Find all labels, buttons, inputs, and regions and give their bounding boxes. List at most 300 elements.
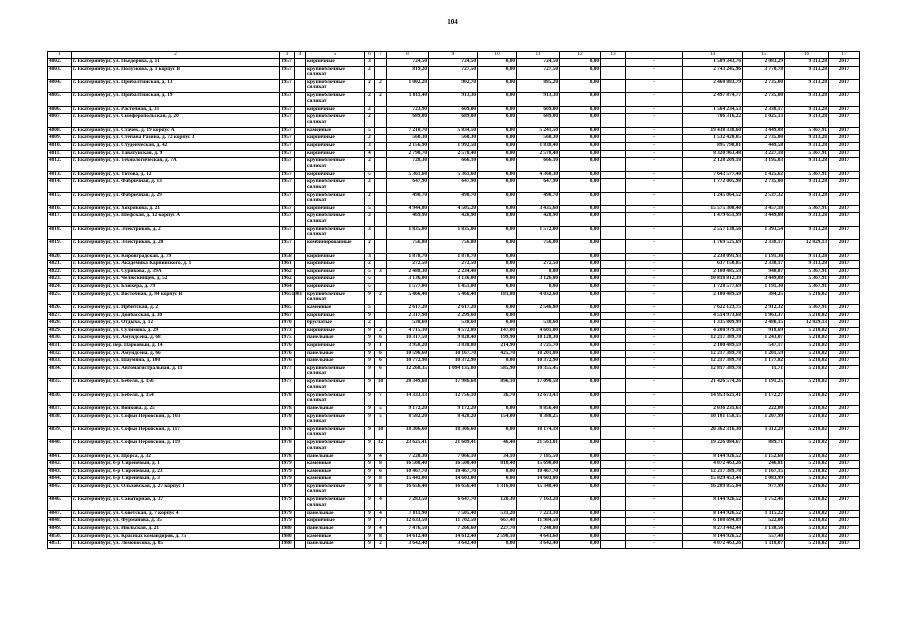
living-area: 5 466,40 <box>429 291 478 304</box>
living-area: 10 167,70 <box>429 350 478 358</box>
address: г. Екатеринбург, ул. Фабричная, д. 13 <box>72 179 280 192</box>
private-area: 4 360,30 <box>517 171 560 179</box>
table-row <box>48 114 860 127</box>
max-cost-per-sqm: 9 313,28 <box>785 142 829 150</box>
repair-year: 2017 <box>829 426 860 439</box>
cost-per-sqm: 3 457,18 <box>743 205 785 213</box>
col-14: - <box>626 150 683 158</box>
municipal-area: 0,00 <box>560 468 601 476</box>
wall-material-label: крупноблочные силикат <box>307 439 345 451</box>
column-number-4: 4 <box>295 52 306 59</box>
col-14: - <box>626 405 683 413</box>
floors: 2 <box>365 106 375 114</box>
municipal-area: 0,00 <box>560 379 601 392</box>
wall-material <box>306 413 365 426</box>
private-area: 2 546,80 <box>517 305 560 313</box>
table-row <box>48 342 860 350</box>
col-4 <box>295 158 306 171</box>
build-year: 1957 <box>280 106 295 114</box>
nonresidential-area: 36,70 <box>478 392 517 405</box>
nonresidential-area: 2 590,10 <box>478 533 517 541</box>
max-cost-per-sqm: 5 218,02 <box>785 541 829 549</box>
living-area: 669,00 <box>429 106 478 114</box>
total-area: 10 317,50 <box>387 335 429 343</box>
repair-year: 2017 <box>829 497 860 510</box>
wall-material <box>306 158 365 171</box>
living-area: 9 172,20 <box>429 405 478 413</box>
wall-material: кирпичные <box>306 142 365 150</box>
cost-per-sqm: 1 118,07 <box>743 541 785 549</box>
max-cost-per-sqm: 9 313,28 <box>785 179 829 192</box>
nonresidential-area: 0,00 <box>478 127 517 135</box>
repair-year: 2017 <box>829 276 860 284</box>
total-area: 10 467,70 <box>387 468 429 476</box>
repair-year: 2017 <box>829 312 860 320</box>
floors: 2 <box>365 114 375 127</box>
private-area: 885,20 <box>517 79 560 92</box>
repair-cost: 21 426 574,26 <box>683 379 743 392</box>
col-4 <box>295 276 306 284</box>
wall-material-label: крупноблочные силикат <box>307 157 345 169</box>
living-area: 14 612,40 <box>429 533 478 541</box>
living-area: 2 234,40 <box>429 268 478 276</box>
col-13 <box>601 205 626 213</box>
wall-material: панельные <box>306 335 365 343</box>
repair-year: 2017 <box>829 320 860 328</box>
cost-per-sqm: 3 227,18 <box>743 150 785 158</box>
build-year: 1961 <box>280 261 295 269</box>
municipal-area: 0,00 <box>560 405 601 413</box>
col-13 <box>601 312 626 320</box>
municipal-area: 0,00 <box>560 192 601 205</box>
floors: 9 <box>365 526 375 534</box>
row-id: 4803. <box>48 66 72 79</box>
col-4 <box>295 510 306 518</box>
municipal-area: 0,00 <box>560 284 601 292</box>
wall-material <box>306 192 365 205</box>
wall-material-label: крупноблочные силикат <box>307 391 345 403</box>
municipal-area: 0,00 <box>560 93 601 106</box>
entrances <box>375 226 387 239</box>
living-area: 8 428,20 <box>429 413 478 426</box>
max-cost-per-sqm: 5 218,02 <box>785 350 829 358</box>
build-year: 1976 <box>280 342 295 350</box>
row-id: 4850. <box>48 533 72 541</box>
living-area: 724,50 <box>429 59 478 67</box>
private-area: 0,00 <box>517 284 560 292</box>
living-area: 10 467,70 <box>429 468 478 476</box>
nonresidential-area: 199,90 <box>478 335 517 343</box>
nonresidential-area: 0,00 <box>478 158 517 171</box>
nonresidential-area: 0,00 <box>478 114 517 127</box>
cost-per-sqm: 1 393,54 <box>743 226 785 239</box>
entrances <box>375 66 387 79</box>
col-4 <box>295 476 306 484</box>
max-cost-per-sqm: 5 218,02 <box>785 497 829 510</box>
column-number-3: 3 <box>280 52 295 59</box>
floors: 9 <box>365 335 375 343</box>
total-area: 16 500,40 <box>387 461 429 469</box>
cost-per-sqm: 918,69 <box>743 327 785 335</box>
address: г. Екатеринбург, ул. Фурманова, д. 35 <box>72 518 280 526</box>
col-4 <box>295 320 306 328</box>
living-area: 5 834,50 <box>429 127 478 135</box>
col-4 <box>295 533 306 541</box>
table-row <box>48 66 860 79</box>
nonresidential-area: 214,90 <box>478 342 517 350</box>
private-area: 14 603,00 <box>517 476 560 484</box>
col-14: - <box>626 497 683 510</box>
private-area: 4 643,60 <box>517 533 560 541</box>
wall-material-label: крупноблочные силикат <box>307 290 345 303</box>
wall-material <box>306 66 365 79</box>
floors: 9 <box>365 461 375 469</box>
wall-material: кирпичные <box>306 327 365 335</box>
col-4 <box>295 518 306 526</box>
nonresidential-area: 147,00 <box>478 327 517 335</box>
address: г. Екатеринбург, ул. Пьедорова, д. 11 <box>72 59 280 67</box>
private-area: 1 838,40 <box>517 142 560 150</box>
municipal-area: 0,00 <box>560 268 601 276</box>
cost-per-sqm: 1 115,22 <box>743 510 785 518</box>
address: г. Екатеринбург, ул. Сурикова, д. 39А <box>72 268 280 276</box>
municipal-area: 0,00 <box>560 106 601 114</box>
address: г. Екатеринбург, ул. Прибалтийская, д. 19 <box>72 93 280 106</box>
build-year: 1957 <box>280 240 295 253</box>
living-area: 490,70 <box>429 192 478 205</box>
living-area: 913,30 <box>429 93 478 106</box>
repair-cost: 19 438 338,60 <box>683 127 743 135</box>
col-14: - <box>626 79 683 92</box>
total-area: 490,70 <box>387 192 429 205</box>
col-13 <box>601 93 626 106</box>
wall-material <box>306 426 365 439</box>
row-id: 4832. <box>48 350 72 358</box>
build-year: 1957 <box>280 150 295 158</box>
wall-material: панельные <box>306 358 365 366</box>
col-13 <box>601 79 626 92</box>
nonresidential-area: 0,00 <box>478 142 517 150</box>
col-13 <box>601 158 626 171</box>
private-area: 18 174,18 <box>517 426 560 439</box>
build-year: 1967 <box>280 312 295 320</box>
total-area: 756,80 <box>387 240 429 253</box>
col-13 <box>601 365 626 378</box>
floors: 2 <box>365 158 375 171</box>
row-id: 4808. <box>48 127 72 135</box>
col-14: - <box>626 484 683 497</box>
living-area: 2 578,40 <box>429 150 478 158</box>
table-row <box>48 226 860 239</box>
living-area: 9 828,40 <box>429 335 478 343</box>
col-13 <box>601 392 626 405</box>
floors: 5 <box>365 127 375 135</box>
living-area: 6 647,70 <box>429 497 478 510</box>
repair-cost: 6 108 694,89 <box>683 518 743 526</box>
private-area: 7 248,80 <box>517 526 560 534</box>
floors: 5 <box>365 276 375 284</box>
repair-year: 2017 <box>829 327 860 335</box>
cost-per-sqm: 2 735,00 <box>743 93 785 106</box>
max-cost-per-sqm: 9 313,28 <box>785 261 829 269</box>
cost-per-sqm: 1 191,25 <box>743 379 785 392</box>
build-year: 1979 <box>280 476 295 484</box>
repair-year: 2017 <box>829 66 860 79</box>
living-area: 3 838,80 <box>429 342 478 350</box>
col-14: - <box>626 106 683 114</box>
table-row <box>48 405 860 413</box>
col-4 <box>295 484 306 497</box>
entrances <box>375 240 387 253</box>
entrances <box>375 150 387 158</box>
max-cost-per-sqm: 5 218,02 <box>785 405 829 413</box>
entrances <box>375 312 387 320</box>
living-area: 21 609,41 <box>429 440 478 453</box>
col-14: - <box>626 142 683 150</box>
col-14: - <box>626 392 683 405</box>
wall-material: каменные <box>306 468 365 476</box>
repair-year: 2017 <box>829 192 860 205</box>
private-area: 10 128,30 <box>517 335 560 343</box>
build-year: 1957 <box>280 59 295 67</box>
total-area: 14 333,13 <box>387 392 429 405</box>
floors: 9 <box>365 392 375 405</box>
col-13 <box>601 261 626 269</box>
col-14: - <box>626 413 683 426</box>
row-id: 4849. <box>48 526 72 534</box>
col-14: - <box>626 335 683 343</box>
col-13 <box>601 226 626 239</box>
address: г. Екатеринбург, ул. Ломоносова, д. 85 <box>72 541 280 549</box>
living-area: 3 642,40 <box>429 541 478 549</box>
max-cost-per-sqm: 5 367,91 <box>785 205 829 213</box>
private-area: 4 032,60 <box>517 291 560 304</box>
private-area: 8 856,40 <box>517 405 560 413</box>
municipal-area: 0,00 <box>560 440 601 453</box>
wall-material: комбинированные <box>306 240 365 253</box>
repair-year: 2017 <box>829 106 860 114</box>
repair-cost: 16 289 855,04 <box>683 484 743 497</box>
build-year: 1973 <box>280 327 295 335</box>
col-13 <box>601 518 626 526</box>
address: г. Екатеринбург, ул. Санаторная, д. 37 <box>72 497 280 510</box>
municipal-area: 0,00 <box>560 305 601 313</box>
repair-year: 2017 <box>829 179 860 192</box>
col-14: - <box>626 476 683 484</box>
nonresidential-area: 0,00 <box>478 284 517 292</box>
floors: 9 <box>365 497 375 510</box>
floors: 2 <box>365 93 375 106</box>
build-year: 1976 <box>280 358 295 366</box>
entrances: 6 <box>375 365 387 378</box>
repair-cost: 1 772 005,98 <box>683 179 743 192</box>
private-area: 3 435,60 <box>517 205 560 213</box>
col-4 <box>295 358 306 366</box>
nonresidential-area: 0,00 <box>478 541 517 549</box>
floors: 9 <box>365 405 375 413</box>
repair-year: 2017 <box>829 413 860 426</box>
col-13 <box>601 150 626 158</box>
col-4 <box>295 350 306 358</box>
wall-material: панельные <box>306 405 365 413</box>
col-13 <box>601 476 626 484</box>
wall-material: панельные <box>306 453 365 461</box>
floors: 2 <box>365 240 375 253</box>
cost-per-sqm: 2 338,17 <box>743 261 785 269</box>
nonresidential-area: 0,00 <box>478 358 517 366</box>
entrances: 10 <box>375 426 387 439</box>
private-area: 3 126,00 <box>517 276 560 284</box>
total-area: 560,30 <box>387 135 429 143</box>
living-area: 428,90 <box>429 213 478 226</box>
repair-year: 2017 <box>829 365 860 378</box>
repair-cost: 2 238 091,93 <box>683 253 743 261</box>
repair-year: 2017 <box>829 261 860 269</box>
wall-material: каменные <box>306 476 365 484</box>
total-area: 18 306,60 <box>387 426 429 439</box>
col-14: - <box>626 541 683 549</box>
total-area: 3 136,00 <box>387 276 429 284</box>
entrances: 5 <box>375 405 387 413</box>
nonresidential-area: 0,00 <box>478 268 517 276</box>
col-13 <box>601 440 626 453</box>
municipal-area: 0,00 <box>560 392 601 405</box>
max-cost-per-sqm: 5 218,02 <box>785 358 829 366</box>
repair-year: 2017 <box>829 440 860 453</box>
cost-per-sqm: 977,99 <box>743 484 785 497</box>
wall-material: кирпичные <box>306 205 365 213</box>
floors: 3 <box>365 142 375 150</box>
row-id: 4828. <box>48 320 72 328</box>
row-id: 4813. <box>48 171 72 179</box>
repair-year: 2017 <box>829 59 860 67</box>
wall-material-label: крупноблочные силикат <box>307 412 345 424</box>
living-area: 272,50 <box>429 261 478 269</box>
private-area: 490,70 <box>517 192 560 205</box>
private-area: 538,60 <box>517 320 560 328</box>
entrances: 8 <box>375 476 387 484</box>
column-number-11: 11 <box>517 52 560 59</box>
wall-material: панельные <box>306 541 365 549</box>
address: г. Екатеринбург, ул. Блюхера, д. 79 <box>72 284 280 292</box>
total-area: 728,30 <box>387 158 429 171</box>
col-13 <box>601 192 626 205</box>
col-13 <box>601 335 626 343</box>
col-13 <box>601 171 626 179</box>
col-4 <box>295 342 306 350</box>
max-cost-per-sqm: 5 218,02 <box>785 518 829 526</box>
col-13 <box>601 484 626 497</box>
living-area: 1 878,70 <box>429 253 478 261</box>
wall-material: кирпичные <box>306 59 365 67</box>
living-area: 11 702,50 <box>429 518 478 526</box>
address: г. Екатеринбург, ул. Автомагистральная, д. 11 <box>72 365 280 378</box>
col-13 <box>601 526 626 534</box>
address: г. Екатеринбург, ул. Шаумяна, д. 100 <box>72 358 280 366</box>
living-area: 1 451,00 <box>429 284 478 292</box>
col-13 <box>601 413 626 426</box>
nonresidential-area: 585,90 <box>478 365 517 378</box>
entrances <box>375 276 387 284</box>
address: г. Екатеринбург, ул. Титова, д. 12 <box>72 171 280 179</box>
total-area: 2 317,90 <box>387 312 429 320</box>
nonresidential-area: 0,00 <box>478 66 517 79</box>
floors: 9 <box>365 468 375 476</box>
build-year: 1957 <box>280 205 295 213</box>
municipal-area: 0,00 <box>560 350 601 358</box>
max-cost-per-sqm: 5 367,91 <box>785 305 829 313</box>
nonresidential-area: 0,00 <box>478 171 517 179</box>
col-4 <box>295 253 306 261</box>
cost-per-sqm: 2 735,00 <box>743 179 785 192</box>
table-row <box>48 59 860 67</box>
wall-material: кирпичные <box>306 518 365 526</box>
wall-material-label: крупноблочные силикат <box>307 65 345 77</box>
total-area: 723,90 <box>387 106 429 114</box>
max-cost-per-sqm: 5 218,02 <box>785 413 829 426</box>
floors: 9 <box>365 413 375 426</box>
wall-material-label: крупноблочные силикат <box>307 425 345 438</box>
row-id: 4814. <box>48 179 72 192</box>
private-area: 0,00 <box>517 268 560 276</box>
row-id: 4819. <box>48 240 72 253</box>
repair-cost: 2 743 245,96 <box>683 66 743 79</box>
max-cost-per-sqm: 9 313,28 <box>785 213 829 226</box>
living-area: 12 756,10 <box>429 392 478 405</box>
max-cost-per-sqm: 9 313,28 <box>785 66 829 79</box>
col-4 <box>295 135 306 143</box>
wall-material: кирпичные <box>306 253 365 261</box>
municipal-area: 0,00 <box>560 365 601 378</box>
cost-per-sqm: 222,00 <box>743 405 785 413</box>
entrances: 8 <box>375 461 387 469</box>
total-area: 2 617,20 <box>387 305 429 313</box>
col-4 <box>295 142 306 150</box>
row-id: 4826. <box>48 305 72 313</box>
row-id: 4817. <box>48 213 72 226</box>
wall-material: каменные <box>306 305 365 313</box>
row-id: 4809. <box>48 135 72 143</box>
col-4 <box>295 405 306 413</box>
cost-per-sqm: 557,40 <box>743 533 785 541</box>
column-number-2: 2 <box>72 52 280 59</box>
repair-cost: 1 728 577,69 <box>683 284 743 292</box>
column-number-6: 6 <box>365 52 375 59</box>
row-id: 4847. <box>48 510 72 518</box>
col-4 <box>295 66 306 79</box>
repair-year: 2017 <box>829 379 860 392</box>
entrances: 6 <box>375 358 387 366</box>
municipal-area: 0,00 <box>560 59 601 67</box>
repair-cost: 10 818 812,39 <box>683 276 743 284</box>
private-area: 666,10 <box>517 158 560 171</box>
table-row <box>48 192 860 205</box>
entrances <box>375 305 387 313</box>
floors: 9 <box>365 350 375 358</box>
table-row <box>48 413 860 426</box>
build-year: 1957 <box>280 142 295 150</box>
municipal-area: 0,00 <box>560 342 601 350</box>
nonresidential-area: 0,00 <box>478 305 517 313</box>
address: г. Екатеринбург, ул. Электриков, д. 2 <box>72 226 280 239</box>
floors: 5 <box>365 171 375 179</box>
address: г. Екатеринбург, ул. Полуэкова, д. 1 корпус В <box>72 66 280 79</box>
repair-year: 2017 <box>829 213 860 226</box>
col-4 <box>295 461 306 469</box>
floors: 9 <box>365 484 375 497</box>
repair-cost: 15 829 453,44 <box>683 476 743 484</box>
repair-year: 2017 <box>829 342 860 350</box>
